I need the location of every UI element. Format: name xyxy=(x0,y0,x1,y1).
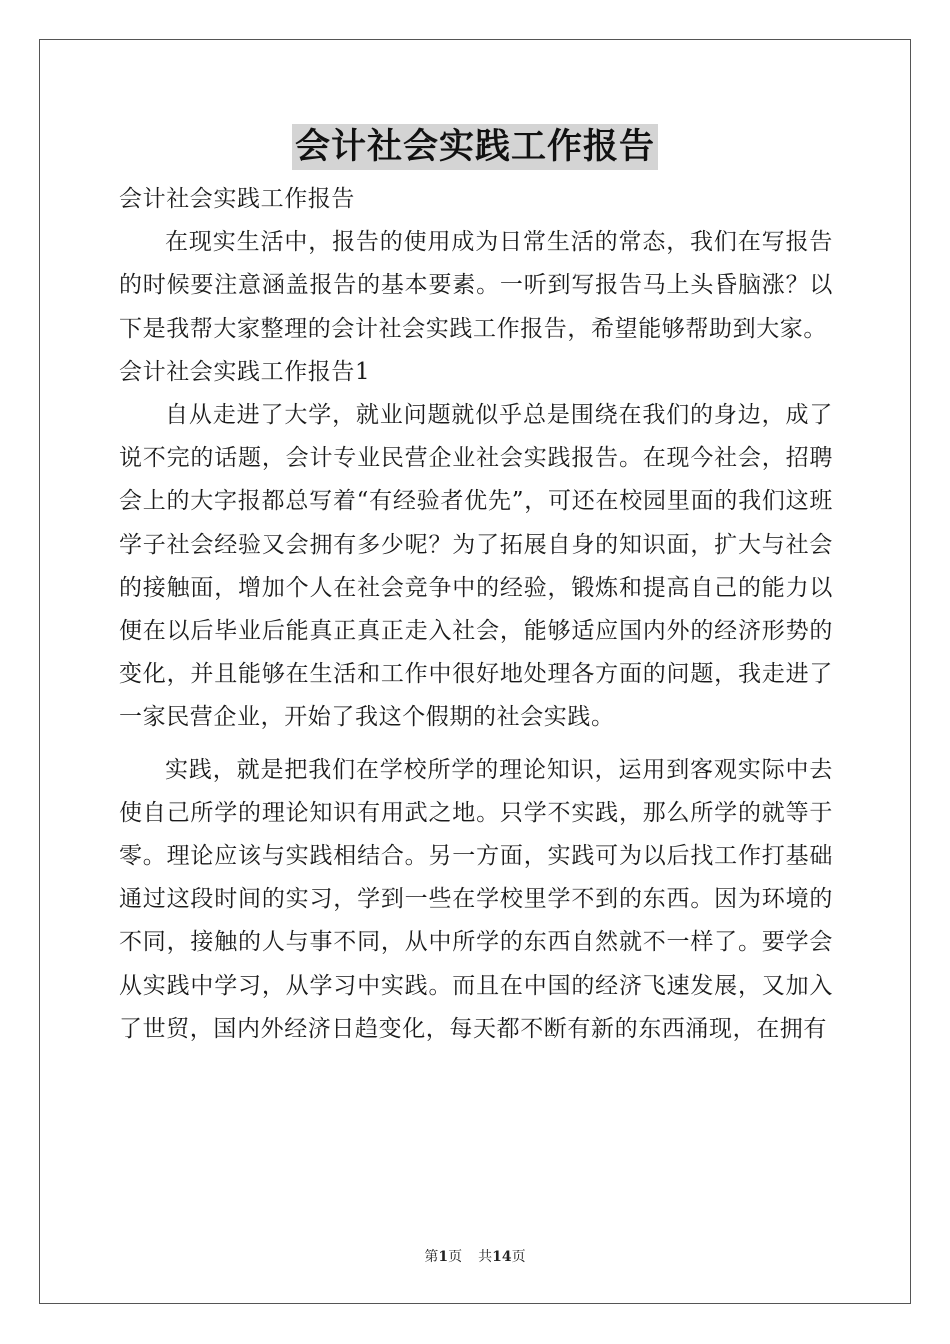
total-page-count: 14 xyxy=(492,1249,512,1265)
paragraph: 自从走进了大学，就业问题就似乎总是围绕在我们的身边，成了说不完的话题，会计专业民营企业社会实践报告。在现今社会，招聘会上的大字报都总写着“有经验者优先”，可还在校园里面的我们这班学子社会经验又会拥有多少呢？为了拓展自身的知识面，扩大与社会的接触面，增加个人在社会竞争中的经验，锻炼和提高自己的能力以便在以后毕业后能真正真正走入社会，能够适应国内外的经济形势的变化，并且能够在生活和工作中很好地处理各方面的问题，我走进了一家民营企业，开始了我这个假期的社会实践。 xyxy=(119,402,833,731)
page-prefix: 第 xyxy=(424,1249,439,1265)
total-prefix: 共 xyxy=(478,1249,493,1265)
page-unit: 页 xyxy=(448,1249,463,1265)
paragraph: 会计社会实践工作报告1 xyxy=(119,358,371,385)
paragraph: 实践，就是把我们在学校所学的理论知识，运用到客观实际中去使自己所学的理论知识有用武之地。只学不实践，那么所学的就等于零。理论应该与实践相结合。另一方面，实践可为以后找工作打基础通过这段时间的实习，学到一些在学校里学不到的东西。因为环境的不同，接触的人与事不同，从中所学的东西自然就不一样了。要学会从实践中学习，从学习中实践。而且在中国的经济飞速发展，又加入了世贸，国内外经济日趋变化，每天都不断有新的东西涌现，在拥有 xyxy=(119,756,833,1042)
title-area xyxy=(0,124,950,170)
paragraph: 在现实生活中，报告的使用成为日常生活的常态，我们在写报告的时候要注意涵盖报告的基本要素。一听到写报告马上头昏脑涨？以下是我帮大家整理的会计社会实践工作报告，希望能够帮助到大家。 xyxy=(119,229,833,342)
document-title: 会计社会实践工作报告 xyxy=(292,124,658,170)
total-unit: 页 xyxy=(511,1249,526,1265)
paragraph: 会计社会实践工作报告 xyxy=(119,186,355,212)
current-page-number: 1 xyxy=(438,1249,449,1265)
document-body xyxy=(119,178,833,1051)
page-footer xyxy=(0,1246,950,1266)
